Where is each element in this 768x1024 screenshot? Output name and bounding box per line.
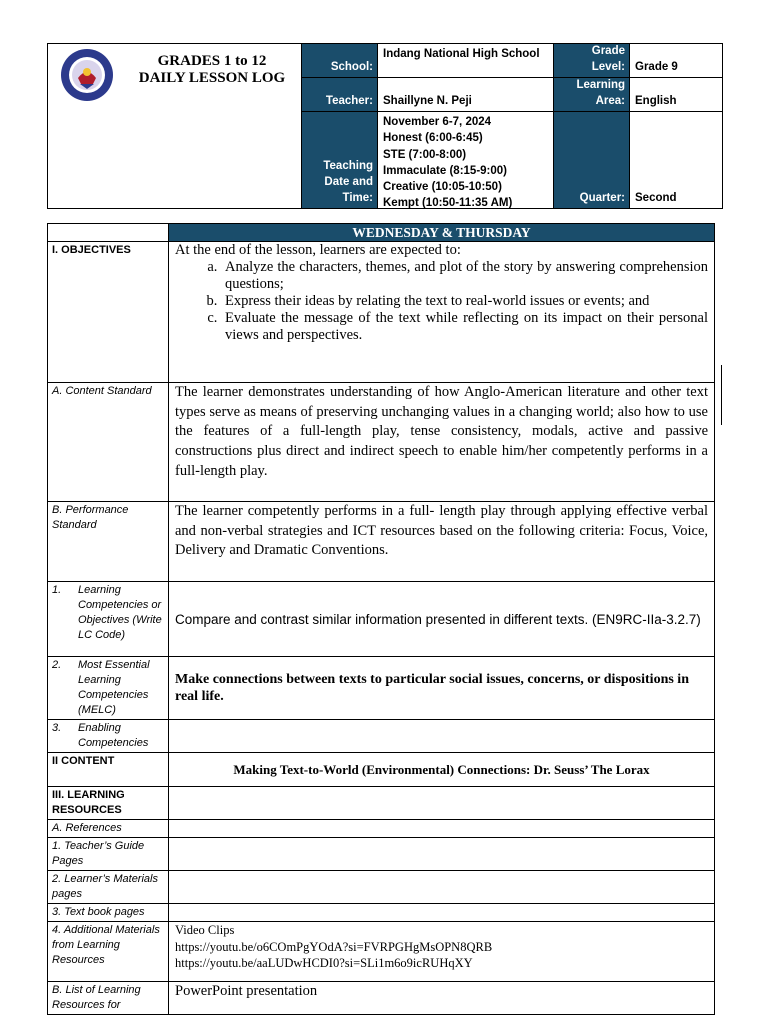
- time-line: Kempt (10:50-11:35 AM): [383, 197, 513, 210]
- grade-value: Grade 9: [635, 61, 678, 73]
- video-link[interactable]: https://youtu.be/o6COmPgYOdA?si=FVRPGHgMsOPN8QRB: [175, 939, 493, 954]
- header-row-time: [302, 112, 722, 208]
- header-title-cell: [48, 44, 302, 208]
- time-label: Teaching Date and Time:: [302, 112, 378, 208]
- content-standard-label: A. Content Standard: [52, 385, 152, 397]
- additional-line: Video Clips: [175, 923, 235, 937]
- header-blank-cell: [48, 224, 169, 242]
- objectives-cell: [169, 242, 714, 344]
- enabling-label-cell: [48, 720, 168, 752]
- objective-item: c. Evaluate the message of the text while reflecting on its impact on their personal views and perspectives.: [221, 310, 708, 344]
- performance-standard-text: The learner competently performs in a full- length play through applying effective verbal and non-verbal strategies and ICT resources based on the following criteria: Focus, Voice, Delivery and Dramatic Conventions.: [175, 503, 708, 559]
- resources-label: III. LEARNING RESOURCES: [52, 789, 125, 816]
- enabling-number: 3.: [52, 722, 62, 734]
- time-line: Immaculate (8:15-9:00): [383, 164, 507, 177]
- header-table: [47, 43, 723, 209]
- teacher-value: Shaillyne N. Peji: [378, 78, 554, 111]
- time-line: STE (7:00-8:00): [383, 148, 467, 161]
- enabling-cell: [169, 720, 715, 753]
- textbook-cell: [169, 904, 715, 922]
- objective-item: a. Analyze the characters, themes, and plot of the story by answering comprehension questions;: [221, 259, 708, 293]
- content-label: II CONTENT: [52, 755, 115, 767]
- day-header: WEDNESDAY & THURSDAY: [169, 224, 715, 242]
- lc-number: 1.: [52, 584, 62, 596]
- log-title: [124, 53, 300, 87]
- time-line: November 6-7, 2024: [383, 116, 492, 128]
- enabling-label: Enabling Competencies: [78, 722, 149, 749]
- melc-text: Make connections between texts to particular social issues, concerns, or dispositions in real life.: [175, 672, 689, 704]
- area-value: English: [635, 95, 677, 107]
- melc-number: 2.: [52, 659, 62, 671]
- quarter-label: Quarter:: [554, 112, 630, 208]
- school-value: Indang National High School: [378, 44, 554, 77]
- video-link[interactable]: https://youtu.be/aaLUDwHCDI0?si=SLi1m6o9icRUHqXY: [175, 956, 473, 970]
- content-text: Making Text-to-World (Environmental) Connections: Dr. Seuss’ The Lorax: [233, 761, 650, 777]
- header-row-teacher: [302, 78, 722, 112]
- objectives-intro: At the end of the lesson, learners are expected to:: [175, 242, 461, 258]
- lc-label: Learning Competencies or Objectives (Write LC Code): [78, 584, 162, 641]
- references-cell: [169, 820, 715, 838]
- header-row-school: [302, 44, 722, 78]
- lc-text: Compare and contrast similar information presented in different texts. (EN9RC-IIa-3.2.7): [175, 611, 701, 627]
- list-resources-label: B. List of Learning Resources for: [52, 984, 141, 1011]
- objectives-label: I. OBJECTIVES: [52, 244, 131, 256]
- learners-materials-label: 2. Learner’s Materials pages: [52, 873, 158, 900]
- deped-seal-icon: [60, 48, 114, 102]
- log-title-line1: GRADES 1 to 12: [157, 53, 267, 69]
- log-title-line2: DAILY LESSON LOG: [138, 70, 286, 86]
- resources-cell: [169, 787, 715, 820]
- lc-label-cell: [48, 582, 168, 644]
- quarter-value: Second: [635, 192, 677, 204]
- area-label: Learning Area:: [554, 78, 630, 111]
- margin-mark: [721, 365, 722, 425]
- time-value: [378, 112, 554, 208]
- school-label: School:: [302, 44, 378, 77]
- textbook-label: 3. Text book pages: [52, 906, 145, 918]
- lesson-table: [47, 223, 715, 1015]
- time-line: Honest (6:00-6:45): [383, 132, 483, 145]
- teacher-label: Teacher:: [302, 78, 378, 111]
- header-info: [302, 44, 722, 208]
- teachers-guide-label: 1. Teacher’s Guide Pages: [52, 840, 145, 867]
- content-standard-text: The learner demonstrates understanding of how Anglo-American literature and other text types serve as means of preserving unchanging values in a changing world; also how to use the features of a full-length play, tense consistency, modals, active and passive constructions plus direct and indirect speech to enable him/her competently performs in a full-length play.: [175, 384, 708, 479]
- objective-item: b. Express their ideas by relating the text to real-world issues or events; and: [221, 293, 708, 310]
- melc-label: Most Essential Learning Competencies (MELC): [78, 659, 150, 716]
- grade-label: Grade Level:: [554, 44, 630, 77]
- teachers-guide-cell: [169, 838, 715, 871]
- objectives-list: [175, 259, 708, 344]
- performance-standard-label: B. Performance Standard: [52, 504, 129, 531]
- melc-label-cell: [48, 657, 168, 719]
- additional-materials-cell: [169, 922, 714, 972]
- time-line: Creative (10:05-10:50): [383, 181, 502, 194]
- references-label: A. References: [52, 822, 122, 834]
- additional-materials-label: 4. Additional Materials from Learning Resources: [52, 924, 160, 966]
- learners-materials-cell: [169, 871, 715, 904]
- list-resources-text: PowerPoint presentation: [175, 983, 318, 999]
